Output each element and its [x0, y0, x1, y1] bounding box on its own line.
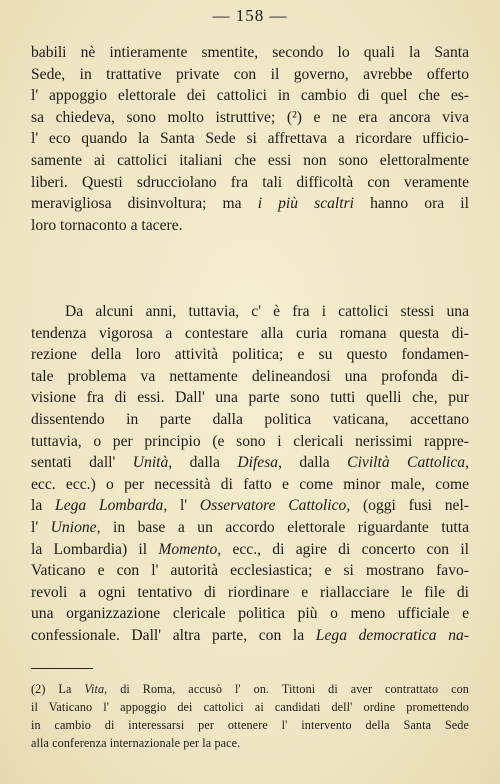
text-segment: (2) La: [31, 682, 72, 696]
footnote-line: in cambio di interessarsi per ottenere l' intervento della Santa Sede: [31, 718, 469, 732]
text-line: tale problema va nettamente delineandosi una profonda di-: [31, 367, 469, 385]
italic-phrase: i più scaltri: [257, 195, 354, 213]
italic-title: Civiltà Cattolica: [347, 454, 466, 472]
text-line: [31, 517, 469, 539]
text-segment: ,: [465, 454, 469, 472]
text-line: samente ai cattolici italiani che essi non sono elettoralmente: [31, 151, 469, 169]
text-segment: confessionale. Dall' altra parte, con la: [31, 626, 305, 644]
text-line: una organizzazione clericale politica più o meno ufficiale e: [31, 605, 469, 623]
italic-title: Unione: [50, 518, 97, 536]
text-segment: la: [31, 497, 43, 515]
text-line: [31, 539, 469, 561]
text-line: [31, 625, 469, 647]
text-segment: hanno ora il: [370, 195, 469, 213]
text-segment: , dalla: [278, 454, 330, 472]
text-line: babili nè intieramente smentite, secondo lo quali la Santa: [31, 44, 469, 61]
footnote-line: alla conferenza internazionale per la pace.: [31, 736, 241, 750]
text-segment: , di Roma, accusò l' on. Tittoni di aver contrattato con: [104, 682, 469, 696]
paragraph-2: [31, 301, 469, 647]
text-line: tendenza vigorosa a contestare alla curia romana questa di-: [31, 324, 469, 342]
italic-title: Momento: [158, 540, 218, 558]
page-number: — 158 —: [212, 6, 288, 25]
italic-title: Lega Lombarda: [55, 497, 164, 515]
text-line: loro tornaconto a tacere.: [31, 216, 183, 234]
text-line: tuttavia, o per principio (e sono i clericali nerissimi rappre-: [31, 432, 469, 450]
text-line: sa chiedeva, sono molto istruttive; (²) e ne era ancora viva: [31, 108, 469, 126]
text-segment: , l': [163, 497, 188, 515]
text-segment: , in base a un accordo elettorale riguardante tutta: [96, 518, 469, 536]
text-line: Da alcuni anni, tuttavia, c' è fra i cattolici stessi una: [65, 303, 469, 320]
text-line: l' eco quando la Santa Sede si affrettava a ricordare ufficio-: [31, 130, 469, 148]
text-segment: (oggi fusi nel-: [362, 497, 469, 515]
italic-title: Unità: [132, 454, 169, 472]
footnote-line: il Vaticano l' appoggio dei cattolici ai candidati dell' ordine promettendo: [31, 700, 469, 714]
text-line: [31, 452, 469, 474]
text-line: [31, 193, 469, 215]
text-line: rezione della loro attività politica; e su questo fondamen-: [31, 346, 469, 364]
text-line: [31, 495, 469, 517]
text-line: ecc. ecc.) o per necessità di fatto e come minor male, come: [31, 475, 469, 493]
text-segment: meravigliosa disinvoltura; ma: [31, 195, 242, 213]
text-segment: l': [31, 518, 39, 536]
text-segment: la Lombardia) il: [31, 540, 148, 558]
text-segment: , dalla: [168, 454, 220, 472]
text-line: revoli a ogni tentativo di riordinare e riallacciare le file di: [31, 583, 469, 601]
italic-title: Difesa: [237, 454, 279, 472]
footnote: [31, 680, 469, 752]
footnote-line: [31, 680, 469, 698]
text-line: visione fra di essi. Dall' una parte sono tutti quelli che, pur: [31, 389, 469, 407]
text-segment: , ecc., di agire di concerto con il: [217, 540, 469, 558]
italic-title: Osservatore Cattolico,: [199, 497, 351, 515]
footnote-divider: [31, 668, 93, 669]
text-segment: sentati dall': [31, 454, 116, 472]
text-line: Sede, in trattative private con il governo, avrebbe offerto: [31, 65, 469, 83]
text-line: l' appoggio elettorale dei cattolici in cambio di quel che es-: [31, 87, 469, 105]
italic-title: Vita: [84, 682, 105, 696]
text-line: dissentendo in parte dalla politica vaticana, accettano: [31, 410, 469, 428]
italic-title: Lega democratica na-: [315, 626, 469, 644]
text-line: Vaticano e con l' autorità ecclesiastica; e si mostrano favo-: [31, 562, 469, 580]
text-line: liberi. Questi sdrucciolano fra tali difficoltà con veramente: [31, 173, 469, 191]
paragraph-1: [31, 42, 469, 236]
